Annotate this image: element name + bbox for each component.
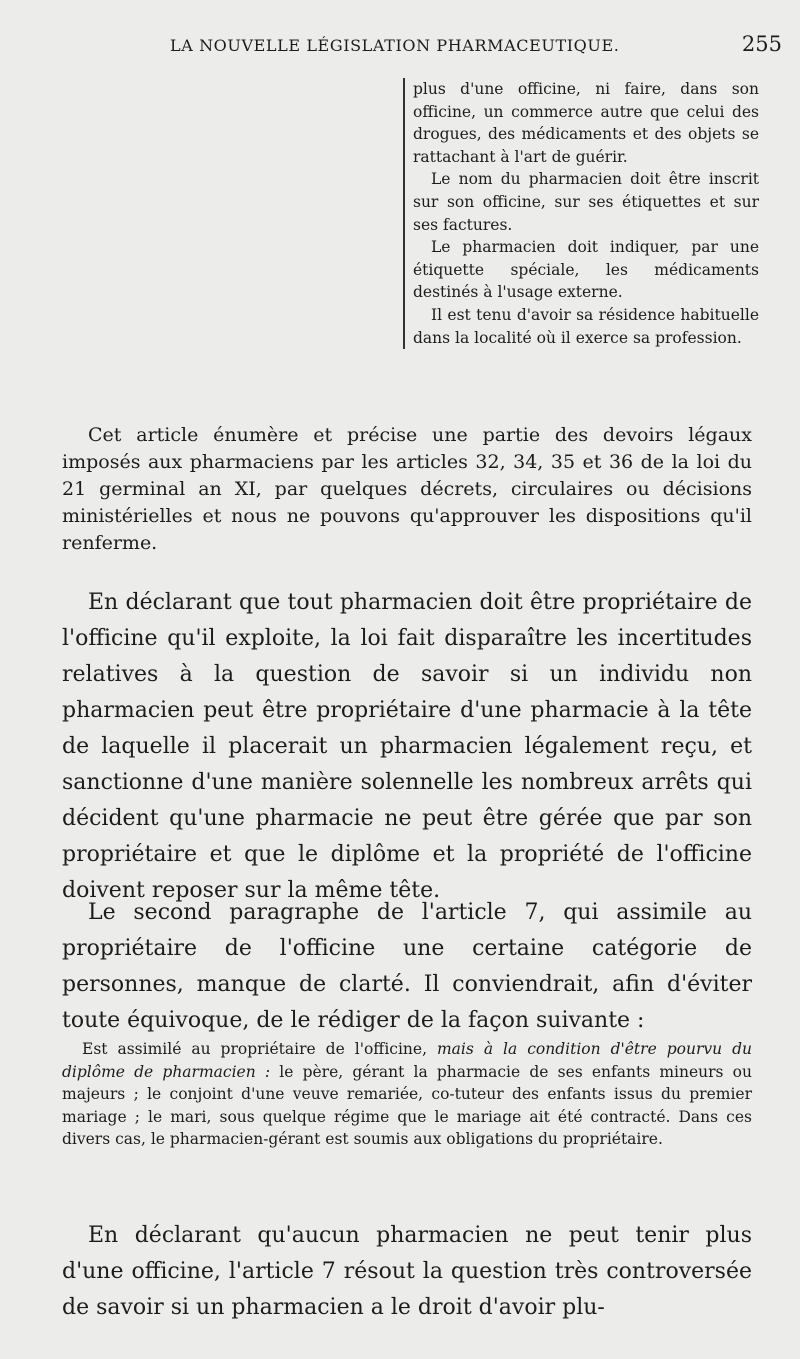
running-title: LA NOUVELLE LÉGISLATION PHARMACEUTIQUE.	[170, 36, 620, 55]
proposed-text-paragraph	[62, 1038, 752, 1151]
running-head	[0, 28, 800, 68]
quoted-article-paragraph: plus d'une officine, ni faire, dans son officine, un commerce autre que celui des drogues, des médicaments et des objets se rattachant à l'art de guérir.	[413, 80, 759, 166]
body-paragraph-2-block	[62, 895, 752, 1039]
quoted-article-column	[403, 78, 759, 349]
quoted-article-paragraph: Le nom du pharmacien doit être inscrit sur son officine, sur ses étiquettes et sur ses factures.	[413, 170, 759, 234]
quoted-article-paragraph: Le pharmacien doit indiquer, par une étiquette spéciale, les médicaments destinés à l'usage externe.	[413, 238, 759, 302]
body-paragraph: En déclarant qu'aucun pharmacien ne peut tenir plus d'une officine, l'article 7 résout la question très controversée de savoir si un pharmacien a le droit d'avoir plu-	[62, 1223, 752, 1320]
body-paragraph-1-block	[62, 585, 752, 909]
body-paragraph: En déclarant que tout pharmacien doit être propriétaire de l'officine qu'il exploite, la loi fait disparaître les incertitudes relatives à la question de savoir si un individu non pharmacien peut être propriétaire d'une pharmacie à la tête de laquelle il placerait un pharmacien légalement reçu, et sanctionne d'une manière solennelle les nombreux arrêts qui décident qu'une pharmacie ne peut être gérée que par son propriétaire et que le diplôme et la propriété de l'officine doivent reposer sur la même tête.	[62, 590, 752, 903]
page-number: 255	[741, 32, 782, 56]
proposed-text-rest: le père, gérant la pharmacie de ses enfants mineurs ou majeurs ; le conjoint d'une veuve remariée, co-tuteur des enfants issus du premier mariage ; le mari, sous quelque régime que le mariage ait été contracté. Dans ces divers cas, le pharmacien-gérant est soumis aux obligations du propriétaire.	[62, 1062, 752, 1149]
quoted-article-paragraph: Il est tenu d'avoir sa résidence habituelle dans la localité où il exerce sa profession.	[413, 305, 759, 347]
proposed-text-italic: mais à la condition d'être pourvu du diplôme de pharmacien :	[62, 1040, 752, 1081]
proposed-text-lead: Est assimilé au propriétaire de l'officine,	[82, 1040, 427, 1058]
commentary-paragraph: Cet article énumère et précise une partie des devoirs légaux imposés aux pharmaciens par les articles 32, 34, 35 et 36 de la loi du 21 germinal an XI, par quelques décrets, circulaires ou décisions ministérielles et nous ne pouvons qu'approuver les dispositions qu'il renferme.	[62, 424, 752, 554]
body-paragraph-3-block	[62, 1218, 752, 1326]
body-paragraph: Le second paragraphe de l'article 7, qui assimile au propriétaire de l'officine une certaine catégorie de personnes, manque de clarté. Il conviendrait, afin d'éviter toute équivoque, de le rédiger de la façon suivante :	[62, 900, 752, 1033]
